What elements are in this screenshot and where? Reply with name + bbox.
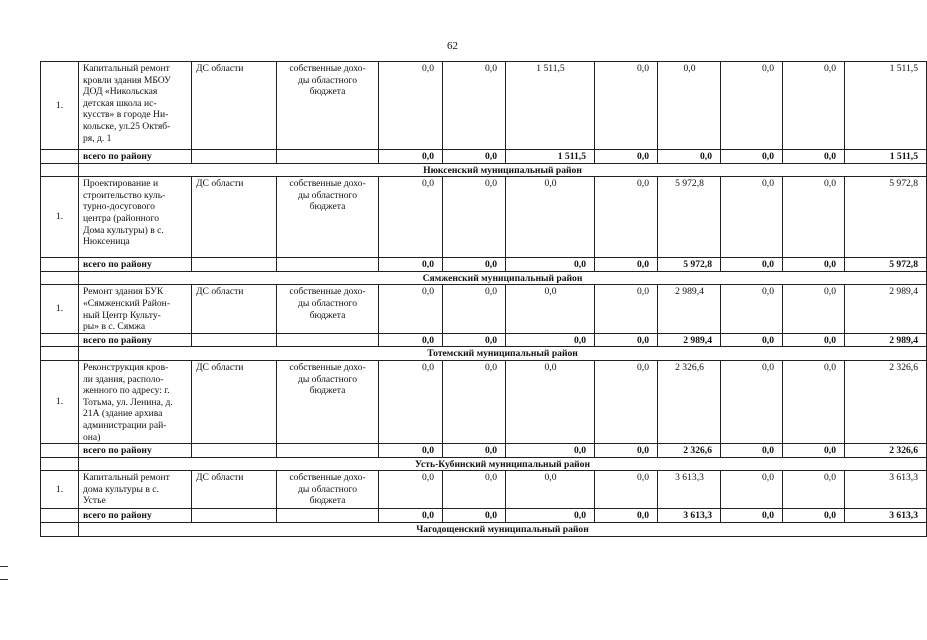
total-value: 0,0 [443, 258, 506, 272]
budget-source-line: ды областного [297, 74, 358, 86]
object-name [79, 471, 192, 509]
value-cell: 0,0 [721, 62, 783, 150]
margin-mark [0, 566, 8, 567]
object-name-line: ря, д. 1 [83, 132, 112, 144]
object-name [79, 177, 192, 258]
budget-source [277, 360, 379, 443]
object-name-line: кольске, ул.25 Октяб- [83, 120, 171, 132]
object-name-line: Тотьма, ул. Ленина, д. [83, 396, 173, 408]
total-blank-cell [277, 258, 379, 272]
total-value: 2 989,4 [845, 333, 927, 347]
row-number: 1. [41, 360, 79, 443]
total-label: всего по району [79, 444, 192, 458]
total-value: 0,0 [595, 333, 658, 347]
budget-source [277, 177, 379, 258]
value-cell: 0,0 [379, 62, 443, 150]
object-name-line: ный Центр Культу- [83, 309, 161, 321]
budget-source [277, 285, 379, 333]
object-name-line: «Сямженский Район- [83, 297, 171, 309]
object-name-line: кровли здания МБОУ [83, 74, 171, 86]
page-number: 62 [447, 40, 458, 52]
total-value: 0,0 [595, 509, 658, 523]
district-name: Сямженский муниципальный район [79, 271, 927, 285]
budget-source-line: собственные дохо- [289, 63, 366, 74]
value-cell: 3 613,3 [845, 471, 927, 509]
total-value: 0,0 [506, 258, 595, 272]
total-blank-cell [192, 444, 277, 458]
fund-source: ДС области [192, 471, 277, 509]
total-value: 3 613,3 [845, 509, 927, 523]
object-name-line: ДОД «Никольская [83, 86, 158, 98]
total-label: всего по району [79, 150, 192, 164]
object-name-line: женного по адресу: г. [83, 385, 170, 397]
object-name-line: администрации рай- [83, 419, 167, 431]
object-name-line: ли здания, располо- [83, 373, 164, 385]
object-name-line: дома культуры в с. [83, 483, 159, 495]
total-value: 0,0 [721, 150, 783, 164]
total-blank-cell [192, 150, 277, 164]
object-name-line: ры» в с. Сямжа [83, 321, 146, 333]
total-value: 0,0 [721, 444, 783, 458]
district-row [41, 271, 927, 285]
value-cell: 2 989,4 [845, 285, 927, 333]
total-value: 5 972,8 [658, 258, 721, 272]
district-name: Чагодощенский муниципальный район [79, 522, 927, 536]
value-cell: 0,0 [783, 471, 845, 509]
total-value: 0,0 [443, 444, 506, 458]
budget-source-line: ды областного [297, 483, 358, 495]
total-value: 0,0 [783, 509, 845, 523]
value-cell: 2 326,6 [658, 360, 721, 443]
value-cell: 0,0 [595, 62, 658, 150]
object-name [79, 360, 192, 443]
district-name: Тотемский муниципальный район [79, 347, 927, 361]
budget-source-line: собственные дохо- [289, 361, 366, 373]
total-value: 2 326,6 [658, 444, 721, 458]
object-name-line: центра (районного [83, 212, 160, 224]
item-row [41, 471, 927, 509]
total-value: 1 511,5 [845, 150, 927, 164]
total-blank-cell [41, 258, 79, 272]
value-cell: 2 326,6 [845, 360, 927, 443]
object-name-line: строительство куль- [83, 189, 166, 201]
budget-source-line: собственные дохо- [289, 178, 366, 190]
total-blank-cell [277, 150, 379, 164]
total-value: 0,0 [595, 150, 658, 164]
total-blank-cell [277, 333, 379, 347]
district-blank-cell [41, 457, 79, 471]
total-value: 0,0 [506, 509, 595, 523]
budget-source-line: собственные дохо- [289, 472, 366, 484]
object-name-line: 21А (здание архива [83, 408, 163, 420]
total-row [41, 509, 927, 523]
object-name [79, 285, 192, 333]
total-value: 0,0 [658, 150, 721, 164]
item-row [41, 62, 927, 150]
total-label: всего по району [79, 333, 192, 347]
district-name: Нюксенский муниципальный район [79, 163, 927, 177]
value-cell: 5 972,8 [845, 177, 927, 258]
value-cell: 0,0 [721, 285, 783, 333]
value-cell: 0,0 [595, 285, 658, 333]
district-blank-cell [41, 347, 79, 361]
value-cell: 0,0 [506, 285, 595, 333]
total-value: 2 326,6 [845, 444, 927, 458]
budget-source-line: бюджета [309, 201, 346, 213]
item-row [41, 285, 927, 333]
value-cell: 0,0 [506, 471, 595, 509]
budget-source-line: бюджета [309, 309, 346, 321]
total-blank-cell [192, 333, 277, 347]
district-blank-cell [41, 163, 79, 177]
item-row [41, 177, 927, 258]
district-row [41, 347, 927, 361]
value-cell: 0,0 [783, 62, 845, 150]
fund-source: ДС области [192, 62, 277, 150]
total-value: 3 613,3 [658, 509, 721, 523]
value-cell: 0,0 [721, 471, 783, 509]
value-cell: 3 613,3 [658, 471, 721, 509]
value-cell: 0,0 [443, 285, 506, 333]
value-cell: 0,0 [658, 62, 721, 150]
total-value: 0,0 [379, 258, 443, 272]
total-blank-cell [41, 444, 79, 458]
value-cell: 0,0 [379, 360, 443, 443]
value-cell: 5 972,8 [658, 177, 721, 258]
value-cell: 0,0 [506, 360, 595, 443]
value-cell: 0,0 [595, 471, 658, 509]
total-value: 0,0 [379, 509, 443, 523]
object-name-line: Реконструкция кров- [83, 361, 169, 373]
budget-source-line: ды областного [297, 189, 358, 201]
value-cell: 0,0 [595, 360, 658, 443]
total-value: 0,0 [506, 444, 595, 458]
budget-source-line: ды областного [297, 373, 358, 385]
total-value: 2 989,4 [658, 333, 721, 347]
total-value: 0,0 [783, 258, 845, 272]
total-blank-cell [277, 444, 379, 458]
total-value: 0,0 [783, 444, 845, 458]
budget-source-line: собственные дохо- [289, 286, 366, 298]
object-name-line: турно-досугового [83, 201, 155, 213]
total-value: 0,0 [783, 333, 845, 347]
total-value: 0,0 [721, 333, 783, 347]
value-cell: 1 511,5 [506, 62, 595, 150]
total-value: 0,0 [443, 509, 506, 523]
margin-mark [0, 579, 8, 580]
district-row [41, 457, 927, 471]
value-cell: 1 511,5 [845, 62, 927, 150]
row-number: 1. [41, 471, 79, 509]
object-name-line: Ремонт здания БУК [83, 286, 164, 298]
value-cell: 0,0 [443, 62, 506, 150]
total-value: 0,0 [379, 444, 443, 458]
value-cell: 0,0 [379, 177, 443, 258]
total-label: всего по району [79, 258, 192, 272]
row-number: 1. [41, 177, 79, 258]
value-cell: 2 989,4 [658, 285, 721, 333]
total-value: 0,0 [595, 444, 658, 458]
object-name-line: Нюксеница [83, 236, 130, 248]
value-cell: 0,0 [506, 177, 595, 258]
value-cell: 0,0 [721, 177, 783, 258]
total-blank-cell [192, 509, 277, 523]
district-name: Усть-Кубинский муниципальный район [79, 457, 927, 471]
object-name [79, 62, 192, 150]
row-number: 1. [41, 62, 79, 150]
district-row [41, 522, 927, 536]
total-row [41, 333, 927, 347]
value-cell: 0,0 [783, 360, 845, 443]
fund-source: ДС области [192, 177, 277, 258]
budget-source-line: бюджета [309, 385, 346, 397]
total-row [41, 258, 927, 272]
total-blank-cell [192, 258, 277, 272]
value-cell: 0,0 [783, 177, 845, 258]
object-name-line: кусств» в городе Ни- [83, 109, 169, 121]
value-cell: 0,0 [443, 471, 506, 509]
total-value: 5 972,8 [845, 258, 927, 272]
total-value: 0,0 [506, 333, 595, 347]
object-name-line: она) [83, 431, 101, 443]
object-name-line: Капитальный ремонт [83, 472, 170, 484]
budget-source-line: ды областного [297, 297, 358, 309]
object-name-line: Устье [83, 495, 106, 507]
value-cell: 0,0 [783, 285, 845, 333]
district-row [41, 163, 927, 177]
total-value: 0,0 [721, 258, 783, 272]
budget-source [277, 62, 379, 150]
total-blank-cell [277, 509, 379, 523]
fund-source: ДС области [192, 360, 277, 443]
row-number: 1. [41, 285, 79, 333]
district-blank-cell [41, 522, 79, 536]
budget-source-line: бюджета [309, 495, 346, 507]
value-cell: 0,0 [443, 360, 506, 443]
total-blank-cell [41, 333, 79, 347]
value-cell: 0,0 [379, 285, 443, 333]
budget-source [277, 471, 379, 509]
total-value: 1 511,5 [506, 150, 595, 164]
total-value: 0,0 [443, 333, 506, 347]
value-cell: 0,0 [721, 360, 783, 443]
total-value: 0,0 [595, 258, 658, 272]
total-row [41, 150, 927, 164]
district-blank-cell [41, 271, 79, 285]
object-name-line: Капитальный ремонт [83, 63, 170, 74]
value-cell: 0,0 [443, 177, 506, 258]
total-row [41, 444, 927, 458]
budget-table [40, 61, 927, 537]
object-name-line: Дома культуры) в с. [83, 224, 164, 236]
object-name-line: детская школа ис- [83, 97, 157, 109]
total-value: 0,0 [783, 150, 845, 164]
total-blank-cell [41, 509, 79, 523]
budget-source-line: бюджета [309, 86, 346, 98]
total-value: 0,0 [443, 150, 506, 164]
fund-source: ДС области [192, 285, 277, 333]
object-name-line: Проектирование и [83, 178, 159, 190]
total-value: 0,0 [721, 509, 783, 523]
item-row [41, 360, 927, 443]
total-label: всего по району [79, 509, 192, 523]
value-cell: 0,0 [595, 177, 658, 258]
total-value: 0,0 [379, 333, 443, 347]
value-cell: 0,0 [379, 471, 443, 509]
total-value: 0,0 [379, 150, 443, 164]
total-blank-cell [41, 150, 79, 164]
